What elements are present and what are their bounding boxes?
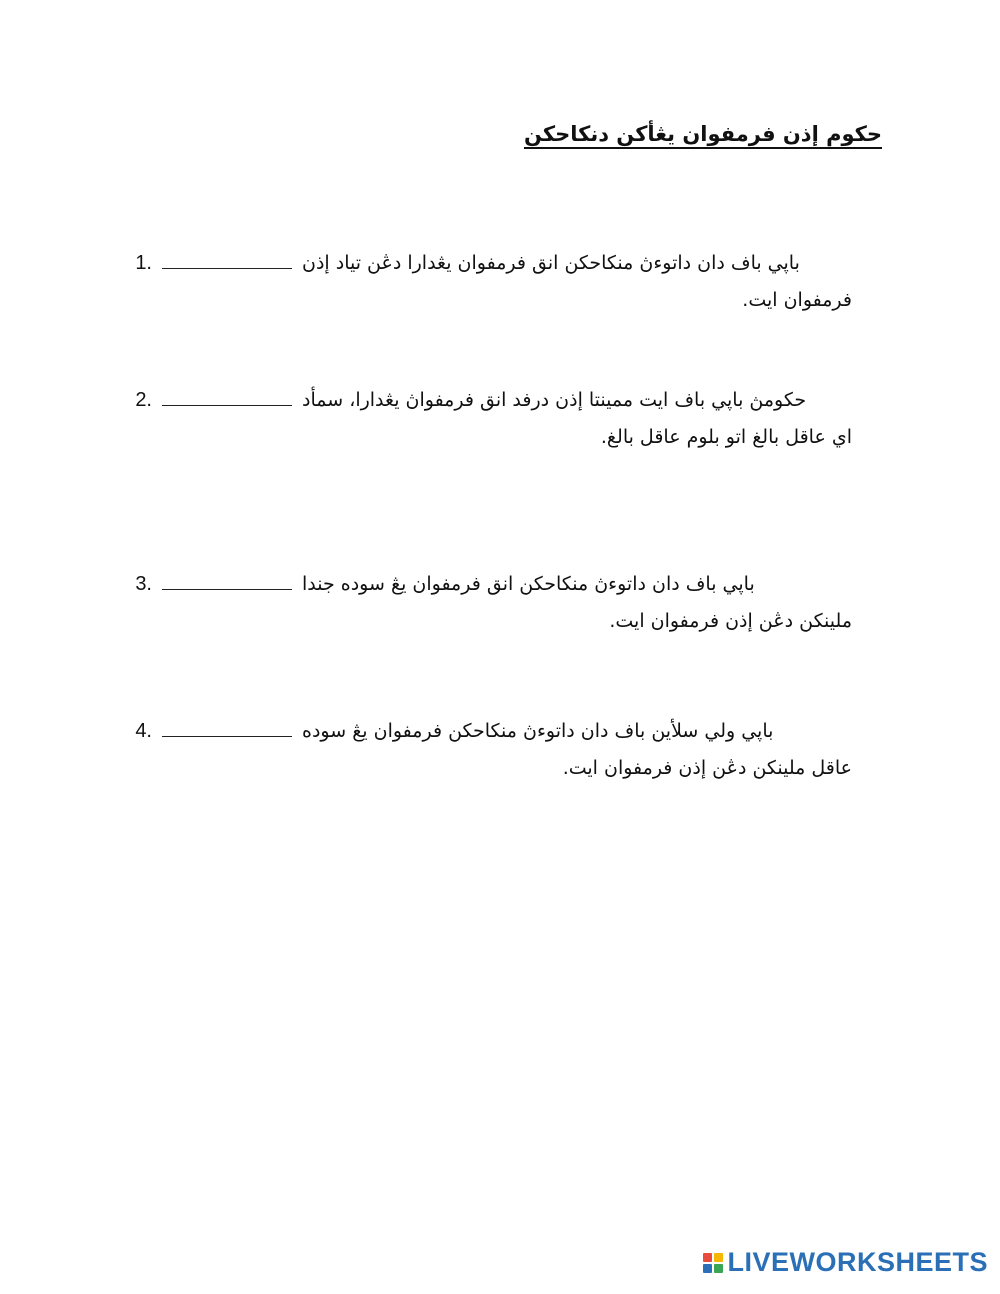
question-text: باڽي باف دان داتوءڽ منكاحكن انق فرمفوان يڠدارا دڠن تياد إذن xyxy=(302,252,800,274)
answer-blank[interactable] xyxy=(162,571,292,590)
question-number: 3. xyxy=(135,573,152,595)
question-4 xyxy=(122,713,882,787)
liveworksheets-logo xyxy=(703,1247,988,1278)
answer-blank[interactable] xyxy=(162,387,292,406)
question-text-continued: عاقل ملينكن دڠن إذن فرمفوان ايت. xyxy=(562,757,852,779)
question-number: 1. xyxy=(135,252,152,274)
question-text-continued: ملينكن دڠن إذن فرمفوان ايت. xyxy=(609,610,852,632)
logo-block xyxy=(703,1264,712,1273)
question-text: باڽي باف دان داتوءڽ منكاحكن انق فرمفوان يڠ سوده جندا xyxy=(302,573,755,595)
question-number: 2. xyxy=(135,389,152,411)
question-text-continued: فرمفوان ايت. xyxy=(742,289,852,311)
question-text: حكومڽ باڽي باف ايت ممينتا إذن درفد انق فرمفواڽ يڠدارا، سمأد xyxy=(302,389,807,411)
logo-text: LIVEWORKSHEETS xyxy=(727,1247,988,1277)
question-number: 4. xyxy=(135,720,152,742)
question-2 xyxy=(122,382,882,456)
answer-blank[interactable] xyxy=(162,250,292,269)
logo-block xyxy=(714,1264,723,1273)
logo-blocks-icon xyxy=(703,1253,723,1273)
worksheet-title: حكوم إذن فرمفوان يڠأكن دنكاحكن xyxy=(523,122,882,146)
logo-block xyxy=(703,1253,712,1262)
question-text-continued: اي عاقل بالغ اتو بلوم عاقل بالغ. xyxy=(600,426,852,448)
question-1 xyxy=(122,245,882,319)
question-3 xyxy=(122,566,882,640)
answer-blank[interactable] xyxy=(162,718,292,737)
logo-block xyxy=(714,1253,723,1262)
question-text: باڽي ولي سلأين باف دان داتوءڽ منكاحكن فرمفوان يڠ سوده xyxy=(302,720,774,742)
